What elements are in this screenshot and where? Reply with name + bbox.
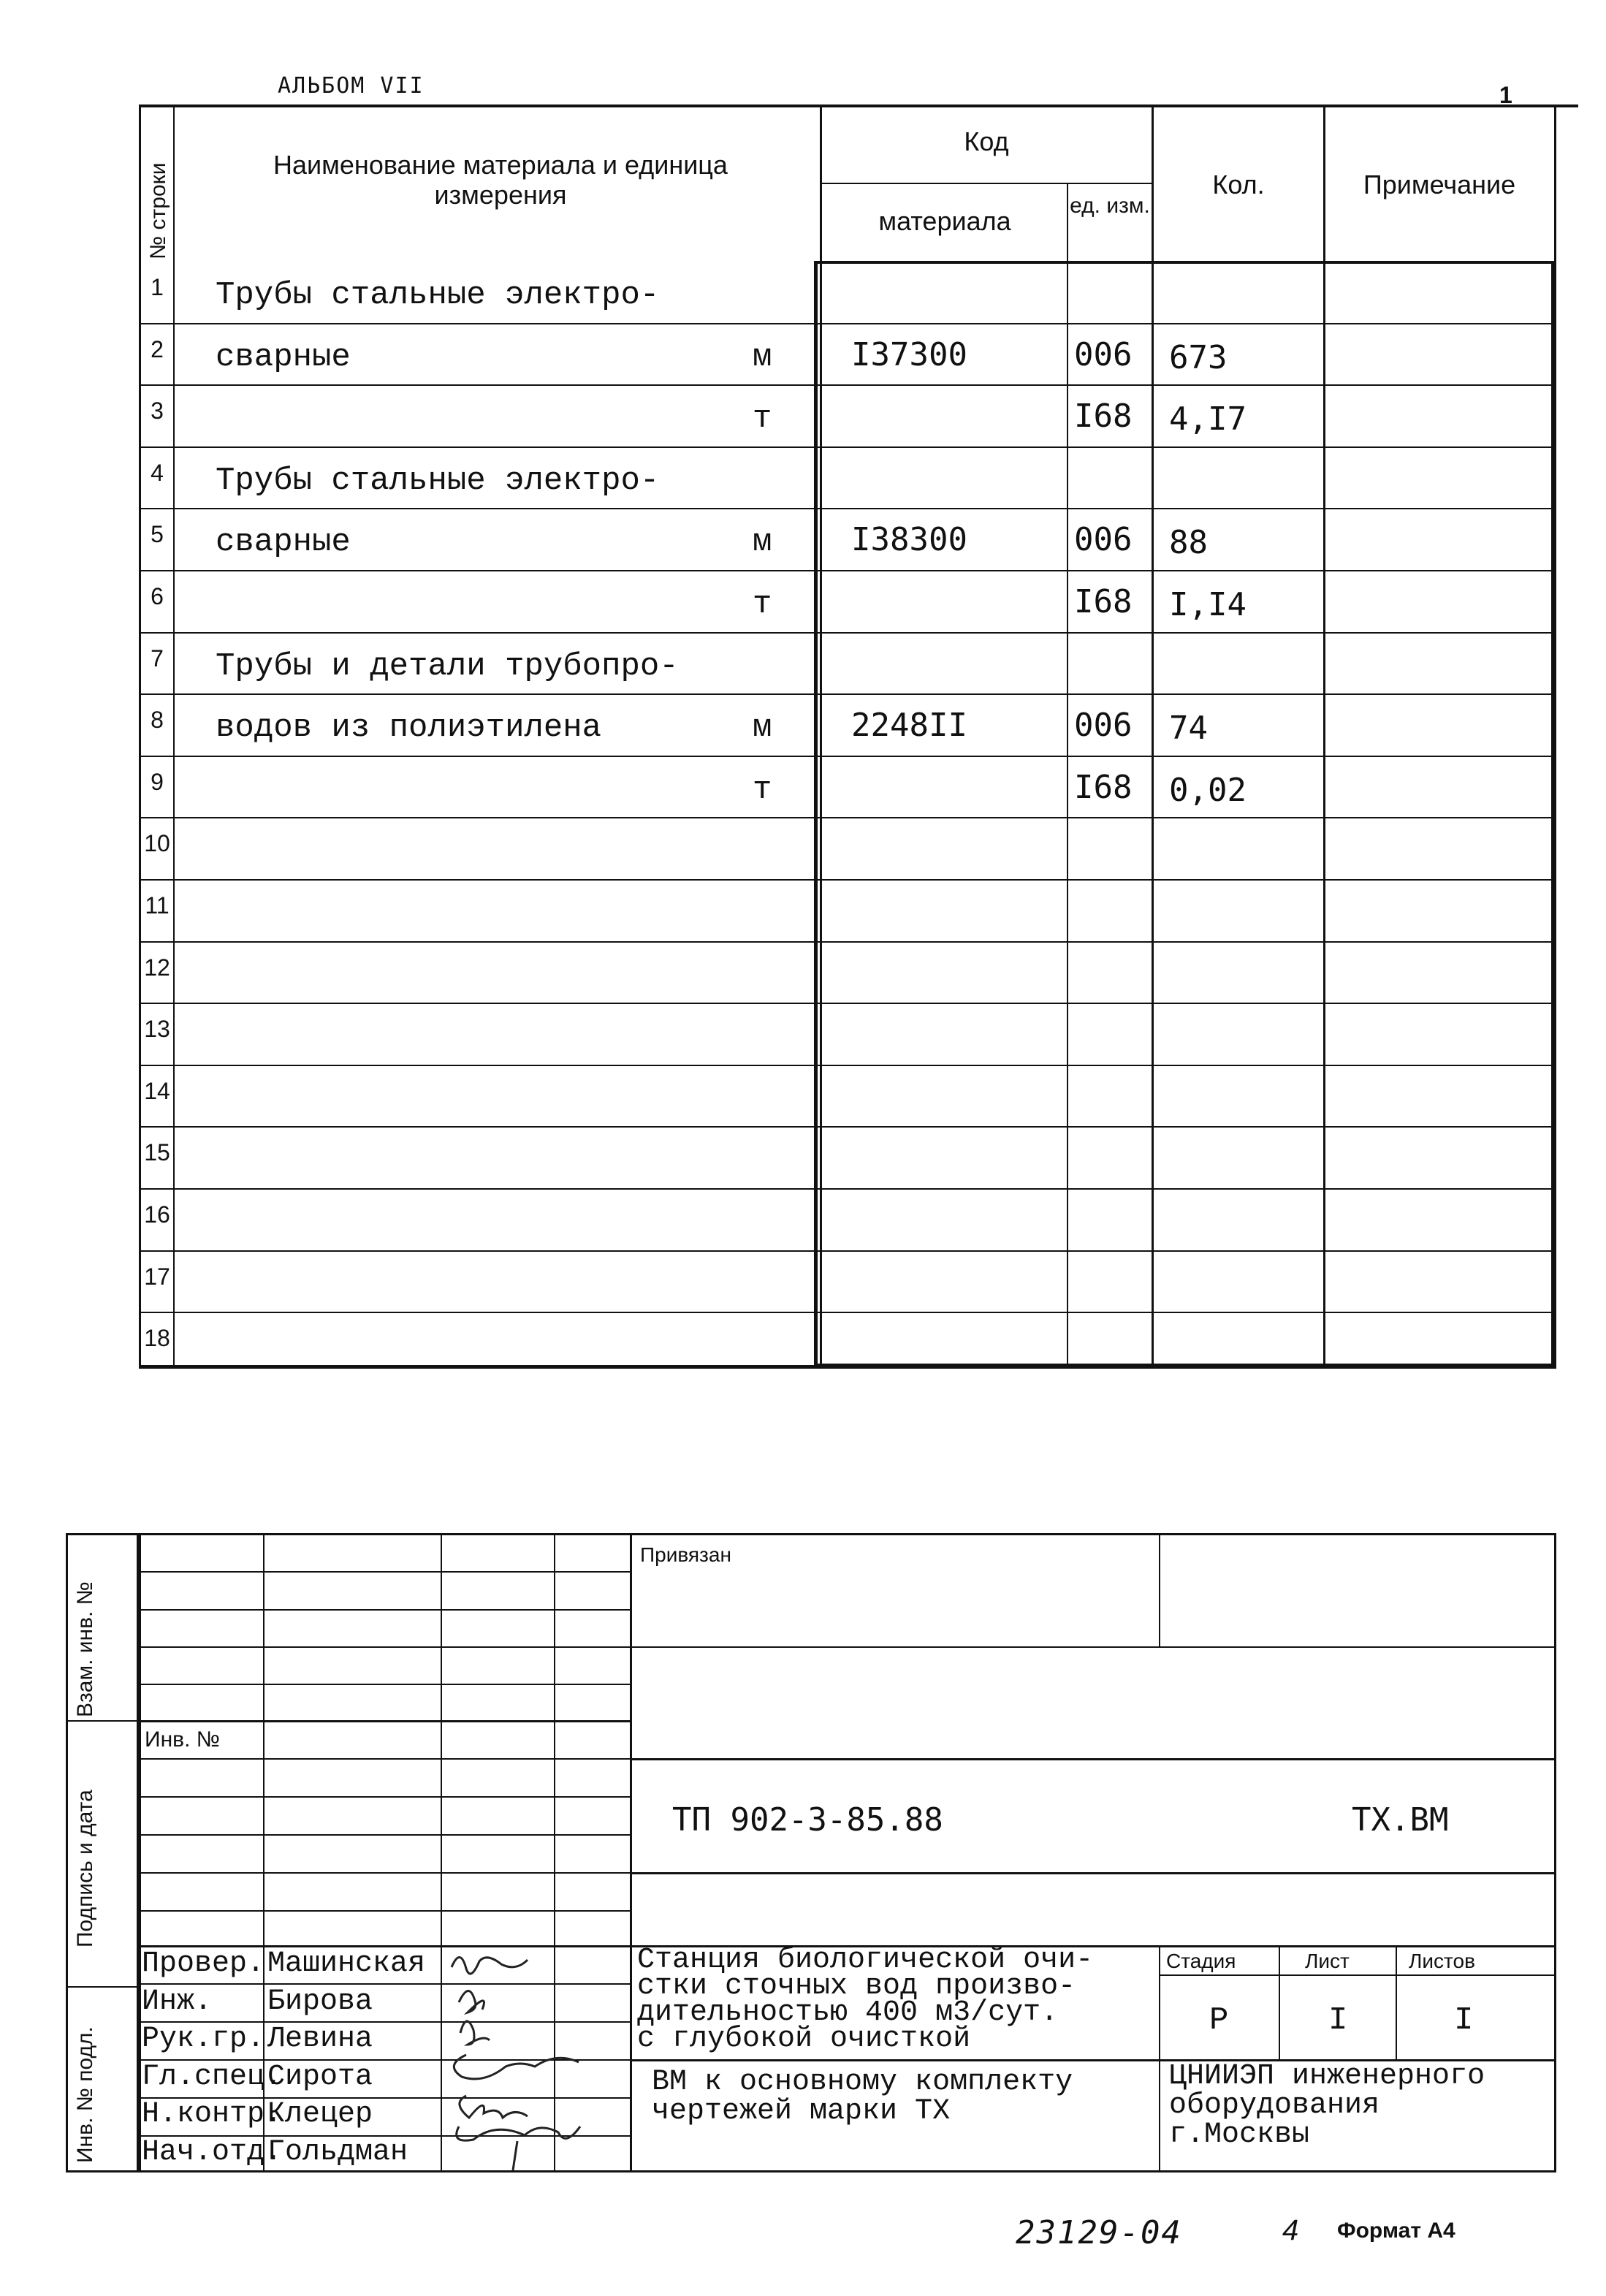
signature-6: [457, 2126, 580, 2170]
quantity: I,I4: [1169, 586, 1247, 623]
tb-line-2: [630, 1758, 1556, 1760]
row-number: 17: [144, 1263, 170, 1290]
table-row: [139, 1126, 1556, 1188]
row-number: 15: [144, 1139, 170, 1166]
material-name: Трубы и детали трубопро-: [216, 648, 679, 685]
header-name: Наименование материала и единица измерения: [273, 150, 728, 210]
project-title-line-1: Станция биологической очи-: [637, 1944, 1094, 1977]
table-row: [139, 632, 1556, 694]
unit-of-measure: т: [753, 586, 772, 623]
sheets-label: Листов: [1409, 1950, 1475, 1972]
project-title-line-4: с глубокой очисткой: [637, 2023, 971, 2056]
sig-grid-line: [139, 1609, 630, 1611]
inv-no-label: Инв. №: [145, 1727, 220, 1752]
row-number: 9: [151, 769, 164, 795]
project-title-line-3: дительностью 400 м3/сут.: [637, 1996, 1059, 2029]
org-line-1: ЦНИИЭП инженерного: [1169, 2060, 1485, 2093]
row-number: 12: [144, 954, 170, 981]
material-name: сварные: [216, 339, 351, 376]
stage-divider-mid: [1279, 1945, 1280, 2059]
sheet-title-line-1: ВМ к основному комплекту: [652, 2066, 1073, 2099]
material-code: 2248II: [851, 707, 967, 744]
table-row: [139, 1065, 1556, 1127]
doc-mark: ТХ.ВМ: [1352, 1801, 1449, 1839]
table-row: [139, 756, 1556, 818]
sig-col-2: [441, 1533, 442, 2173]
material-code: I38300: [851, 521, 967, 558]
project-title: [637, 1944, 1094, 2056]
org-line-3: г.Москвы: [1169, 2118, 1310, 2151]
album-header: АЛЬБОМ VII: [278, 73, 425, 99]
header-unit: ед. изм.: [1070, 194, 1150, 218]
signature-1: [452, 1957, 528, 1974]
sig-grid-line: [139, 1720, 630, 1722]
handwritten-signatures: [444, 1944, 642, 2178]
row-number: 10: [144, 830, 170, 856]
label-inv-podl: Инв. № подл.: [73, 2026, 97, 2163]
unit-code: 006: [1074, 707, 1133, 744]
organization: [1169, 2062, 1485, 2150]
footer-page-number: 4: [1282, 2214, 1299, 2246]
row-number: 6: [151, 583, 164, 609]
sheet-label: Лист: [1305, 1950, 1350, 1972]
signer-role: Инж.: [142, 1985, 213, 2018]
corner-page-number: 1: [1499, 82, 1512, 108]
table-row: [139, 508, 1556, 570]
code-subheader-line: [820, 183, 1152, 184]
header-qty: Кол.: [1212, 170, 1265, 199]
sig-grid-line: [139, 1684, 630, 1685]
material-name: Трубы стальные электро-: [216, 463, 660, 499]
table-row: [139, 446, 1556, 509]
signer-name: Клецер: [267, 2098, 373, 2131]
project-title-line-2: стки сточных вод произво-: [637, 1970, 1076, 2003]
table-row: [139, 570, 1556, 632]
table-row: [139, 693, 1556, 756]
sheets-value: I: [1454, 2002, 1474, 2039]
tb-line-3: [630, 1872, 1556, 1874]
table-row: [139, 323, 1556, 385]
stamp-divider-2: [66, 1986, 139, 1988]
table-row: [139, 1188, 1556, 1250]
unit-code: 006: [1074, 336, 1133, 373]
quantity: 74: [1169, 710, 1208, 747]
sheet-title-line-2: чертежей марки ТХ: [652, 2095, 951, 2128]
signer-name: Сирота: [267, 2061, 373, 2094]
header-row-no: № строки: [146, 162, 170, 259]
unit-of-measure: м: [753, 339, 772, 376]
signer-name: Гольдман: [267, 2136, 408, 2169]
stage-divider-left: [1159, 1945, 1160, 2173]
signer-role: Рук.гр.: [142, 2023, 265, 2056]
signer-name: Левина: [267, 2023, 373, 2056]
unit-code: 006: [1074, 521, 1133, 558]
stage-header-line: [1159, 1974, 1556, 1976]
row-number: 8: [151, 707, 164, 733]
signature-4: [454, 2055, 579, 2079]
stage-divider-right: [1396, 1945, 1397, 2059]
sig-grid-line: [139, 1758, 630, 1760]
sheet-title: [652, 2068, 1073, 2126]
unit-of-measure: м: [753, 524, 772, 560]
signer-name: Бирова: [267, 1985, 373, 2018]
label-podpis-data: Подпись и дата: [73, 1790, 97, 1947]
table-bottom-line: [139, 1367, 1556, 1369]
stage-label: Стадия: [1166, 1950, 1236, 1972]
row-number: 2: [151, 336, 164, 362]
row-number: 1: [151, 274, 164, 300]
privyazan-label: Привязан: [640, 1543, 731, 1566]
privyazan-divider: [1159, 1533, 1160, 1646]
row-number: 4: [151, 460, 164, 486]
signer-role: Нач.отд.: [142, 2136, 283, 2169]
row-number: 14: [144, 1078, 170, 1104]
paper-format: Формат А4: [1337, 2219, 1455, 2243]
quantity: 88: [1169, 524, 1208, 561]
material-code: I37300: [851, 336, 967, 373]
row-number: 18: [144, 1325, 170, 1351]
unit-code: I68: [1074, 398, 1133, 435]
stamp-divider-1: [66, 1720, 139, 1722]
material-name: Трубы стальные электро-: [216, 277, 660, 313]
material-name: водов из полиэтилена: [216, 710, 602, 746]
signature-2: [459, 1991, 484, 2012]
sig-grid-line: [139, 1910, 630, 1912]
signature-5: [460, 2096, 528, 2118]
row-number: 5: [151, 521, 164, 547]
signer-role: Провер.: [142, 1947, 265, 1980]
header-material: материала: [878, 206, 1011, 236]
doc-code: ТП 902-3-85.88: [672, 1801, 943, 1839]
unit-of-measure: т: [753, 400, 772, 437]
sig-grid-line: [139, 1872, 630, 1874]
sig-grid-line: [139, 1796, 630, 1798]
quantity: 673: [1169, 339, 1228, 376]
tb-line-1: [630, 1646, 1556, 1648]
row-number: 7: [151, 645, 164, 672]
signature-3: [460, 2021, 490, 2045]
material-name: сварные: [216, 524, 351, 560]
table-row: [139, 1312, 1556, 1374]
org-line-2: оборудования: [1169, 2089, 1380, 2122]
row-number: 13: [144, 1016, 170, 1042]
stage-value: Р: [1209, 2002, 1229, 2039]
quantity: 0,02: [1169, 772, 1247, 809]
table-row: [139, 384, 1556, 446]
row-number: 16: [144, 1201, 170, 1228]
row-number: 3: [151, 398, 164, 424]
unit-of-measure: т: [753, 772, 772, 808]
archive-number: 23129-04: [1016, 2214, 1182, 2251]
row-number: 11: [145, 892, 170, 919]
header-code: Код: [964, 126, 1009, 156]
table-row: [139, 941, 1556, 1003]
header-note: Примечание: [1363, 170, 1516, 199]
table-row: [139, 261, 1556, 323]
sig-grid-line: [139, 1834, 630, 1836]
sig-grid-line: [139, 1571, 630, 1573]
unit-code: I68: [1074, 583, 1133, 620]
table-row: [139, 1003, 1556, 1065]
unit-of-measure: м: [753, 710, 772, 746]
label-vzam-inv: Взам. инв. №: [73, 1581, 97, 1717]
unit-code: I68: [1074, 769, 1133, 806]
table-row: [139, 879, 1556, 941]
table-row: [139, 817, 1556, 879]
sig-grid-line: [139, 1646, 630, 1648]
quantity: 4,I7: [1169, 400, 1247, 438]
table-row: [139, 1250, 1556, 1312]
signer-role: Гл.спец.: [142, 2061, 283, 2094]
signer-role: Н.контр.: [142, 2098, 283, 2131]
signer-name: Машинская: [267, 1947, 426, 1980]
sheet-value: I: [1328, 2002, 1348, 2039]
